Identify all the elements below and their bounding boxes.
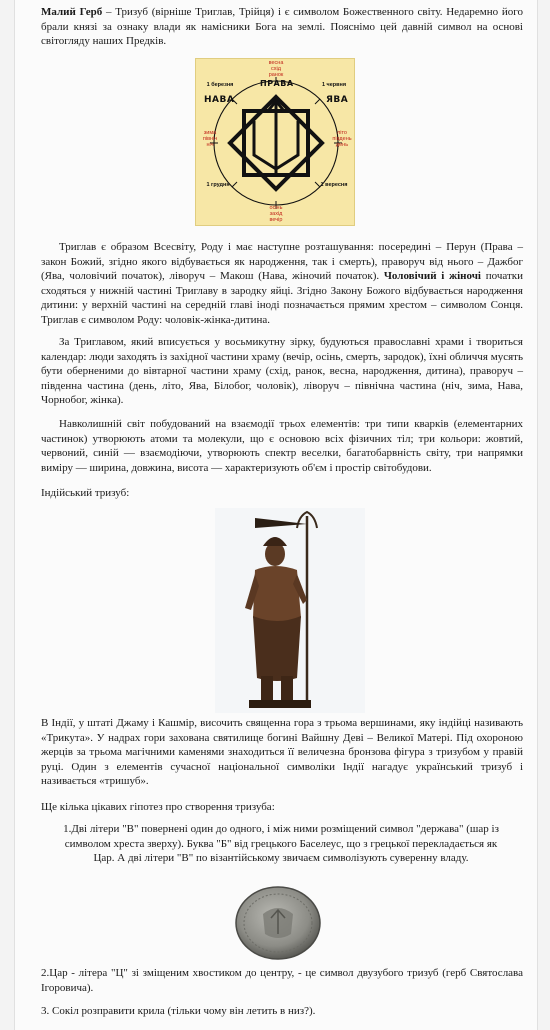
rune-nava: НАВА (204, 95, 235, 105)
diagram-left-label: зима північ ніч (202, 130, 218, 148)
diagram-bottom-label: осінь захід вечір (269, 205, 283, 223)
heading-india: Індійський тризуб: (41, 487, 130, 499)
date-june: 1 червня (321, 82, 347, 88)
india-paragraph: В Індії, у штаті Джаму і Кашмір, височить священна гора з трьома вершинами, яку індійці називають «Трикута». У надрах гори захована святилище богині Вайшну Деві – Великої Матері. Під охороною жерців за трьома магічними каменями знаходиться її величезна бронзова фігура з тризубом у правій руці. Один з елементів сучасної національної символіки Індії нагадує український тризуб і називається «тришуб». (41, 717, 523, 788)
date-march: 1 березня (206, 82, 234, 88)
date-september: 1 вересня (320, 182, 348, 188)
intro-paragraph (41, 5, 523, 49)
heading-hypotheses: Ще кілька цікавих гіпотез про створення тризуба: (41, 801, 275, 813)
coin-image (233, 884, 323, 962)
hypothesis-3: 3. Сокіл розправити крила (тільки чому він летить в низ?). (41, 1005, 316, 1017)
diagram-top-label: весна схід ранок (268, 60, 284, 78)
world-paragraph: Навколишній світ побудований на взаємодії трьох елементів: три типи кварків (елементарних частинок) утворюють атоми та молекули, що є основою всіх фізичних тіл; три кольори: жовтий, червоний, синій — взаємодіючи, утворюють спектр веселки, багатобарвність світу, три напрямки виміру — ширина, довжина, висота — характеризують об'єм і простір світобудови. (41, 418, 523, 474)
hypothesis-1: 1.Дві літери "В" повернені один до одного, і між ними розміщений символ "держава" (шар із символом хреста зверху). Буква "Б" від грецького Баселеус, що з грецької перекладається як Цар. А дві літери "В" по візантійському звичаєм символізують суверенну владу. (63, 823, 499, 865)
intro-title: Малий Герб (41, 6, 103, 18)
hypothesis-2: 2.Цар - літера "Ц" зі зміщеним хвостиком до центру, - це символ двузубого тризуб (герб Святослава Ігоровича). (41, 967, 523, 994)
triglav-diagram (195, 58, 355, 226)
date-december: 1 грудня (206, 182, 230, 188)
rune-prava: ПРАВА (260, 79, 294, 88)
document-page (14, 0, 538, 1030)
intro-text: – Тризуб (вірніше Триглав, Трійця) і є символом Божественного світу. Недаремно його брали князі за ознаку влади як намісники Бога на землі. Пояснімо цей давній символ на основі світогляду наших Предків. (41, 6, 523, 48)
rune-yava: ЯВА (326, 95, 349, 105)
temple-paragraph: За Триглавом, який вписується у восьмикутну зірку, будуються православні храми і твориться календар: люди заходять із західної частини храму (вечір, осінь, смерть, зародок), їхні обличчя мусять бути оберненими до вівтарної частини храму (схід, ранок, весна, народження, дитина), праворуч – південна частина (день, літо, Ява, Білобог, чоловік), ліворуч – північна частина (ніч, зима, Нава, Чорнобог, жінка). (41, 336, 523, 407)
bold-phrase: Чоловічий і жіночі (383, 270, 481, 283)
shiva-statue-image (215, 508, 365, 713)
diagram-right-label: літо південь день (332, 130, 352, 148)
triglav-paragraph: Триглав є образом Всесвіту, Роду і має наступне розташування: посередині – Перун (Права – закон Божий, згідно якого відбувається як народження, так і смерть), праворуч від нього – Дажбог (Ява, чоловічий початок), ліворуч – Макош (Нава, жіночий початок). Чоловічий і жіночі початки сходяться у нижній частині Триглаву в зародку яйці. Згідно Закону Божого відбувається народження дитини: у верхній частині на середній главі іноді позначається прямим хрестом – символом Сонця. Триглав є символом Роду: чоловік-жінка-дитина. (41, 241, 523, 326)
